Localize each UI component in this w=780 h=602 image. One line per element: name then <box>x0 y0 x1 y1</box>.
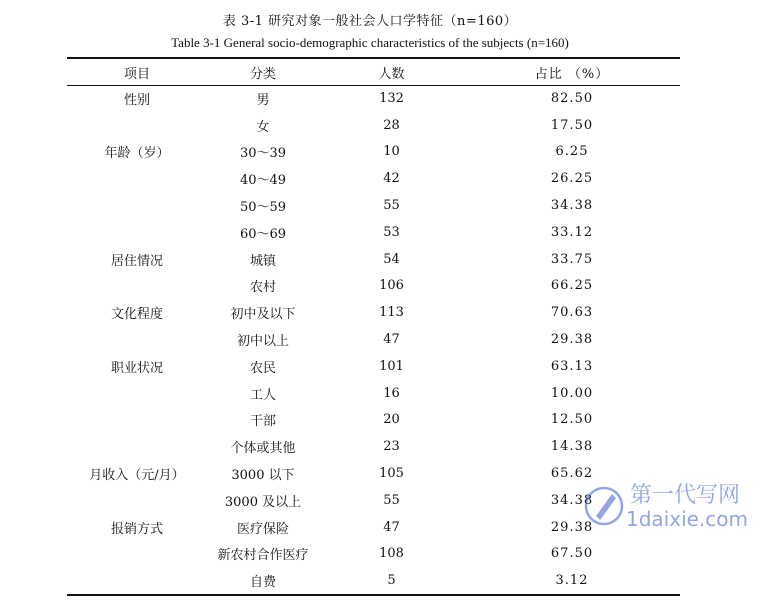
cell-count: 54 <box>383 251 400 267</box>
cell-item: 报销方式 <box>110 521 163 537</box>
cell-category: 个体或其他 <box>230 441 296 457</box>
table-row <box>67 567 680 594</box>
cell-category: 50～59 <box>239 200 287 216</box>
cell-count: 108 <box>379 546 404 562</box>
cell-category: 干部 <box>249 414 276 430</box>
cell-count: 42 <box>383 171 400 187</box>
table-header-row <box>67 59 680 85</box>
table-row <box>67 85 680 112</box>
cell-percent: 67.50 <box>550 546 594 562</box>
table-bottom-rule <box>67 594 680 596</box>
table-caption-en: Table 3-1 General socio-demographic characteristics of the subjects (n=160) <box>171 35 569 50</box>
cell-item: 文化程度 <box>110 307 163 323</box>
cell-item <box>67 433 207 460</box>
cell-count: 113 <box>379 305 404 321</box>
cell-count: 47 <box>383 519 400 535</box>
cell-item: 居住情况 <box>110 253 163 269</box>
cell-percent: 14.38 <box>550 439 594 455</box>
cell-item <box>67 165 207 192</box>
cell-category: 城镇 <box>249 253 276 269</box>
cell-count: 47 <box>383 332 400 348</box>
table-row <box>67 165 680 192</box>
table-row <box>67 487 680 514</box>
cell-item: 年龄（岁） <box>104 146 170 162</box>
cell-item <box>67 541 207 568</box>
table-row <box>67 112 680 139</box>
header-category: 分类 <box>249 66 276 82</box>
cell-item <box>67 380 207 407</box>
cell-category: 自费 <box>249 575 276 591</box>
cell-count: 20 <box>383 412 400 428</box>
table-body <box>67 85 680 594</box>
cell-count: 16 <box>383 385 400 401</box>
cell-item <box>67 112 207 139</box>
cell-percent: 26.25 <box>550 171 594 187</box>
watermark-text-url: 1daixie.com <box>626 507 749 531</box>
table-row <box>67 192 680 219</box>
cell-category: 30～39 <box>239 146 287 162</box>
cell-item: 职业状况 <box>110 360 163 376</box>
cell-item <box>67 273 207 300</box>
cell-category: 工人 <box>249 387 276 403</box>
watermark-text-cn: 第一代写网 <box>630 483 741 508</box>
table-row <box>67 541 680 568</box>
cell-count: 106 <box>379 278 404 294</box>
cell-count: 55 <box>383 492 400 508</box>
table-row <box>67 246 680 273</box>
cell-category: 男 <box>256 92 270 108</box>
cell-category: 农民 <box>249 360 276 376</box>
cell-percent: 10.00 <box>550 385 594 401</box>
table-row <box>67 326 680 353</box>
cell-percent: 33.75 <box>550 251 594 267</box>
cell-percent: 33.12 <box>550 224 594 240</box>
cell-category: 60～69 <box>239 226 287 242</box>
cell-item <box>67 219 207 246</box>
cell-percent: 3.12 <box>555 573 589 589</box>
table-caption-cn: 表 3-1 研究对象一般社会人口学特征（n=160） <box>222 14 518 29</box>
demographics-table <box>67 59 680 594</box>
cell-category: 初中及以下 <box>230 307 296 323</box>
table-row <box>67 380 680 407</box>
cell-count: 101 <box>379 358 404 374</box>
cell-count: 23 <box>383 439 400 455</box>
cell-percent: 65.62 <box>550 466 594 482</box>
cell-item <box>67 326 207 353</box>
cell-count: 105 <box>379 466 404 482</box>
table-row <box>67 514 680 541</box>
cell-percent: 12.50 <box>550 412 594 428</box>
table-row <box>67 460 680 487</box>
cell-item <box>67 192 207 219</box>
cell-item <box>67 567 207 594</box>
cell-category: 初中以上 <box>236 334 289 350</box>
cell-percent: 70.63 <box>550 305 594 321</box>
cell-percent: 66.25 <box>550 278 594 294</box>
table-row <box>67 139 680 166</box>
cell-count: 132 <box>379 90 404 106</box>
header-item: 项目 <box>123 66 150 82</box>
table-row <box>67 353 680 380</box>
cell-category: 医疗保险 <box>236 521 289 537</box>
cell-category: 新农村合作医疗 <box>217 548 309 564</box>
cell-category: 3000 及以上 <box>224 494 302 510</box>
cell-percent: 34.38 <box>550 198 594 214</box>
header-count: 人数 <box>378 66 405 82</box>
cell-count: 10 <box>383 144 400 160</box>
cell-count: 55 <box>383 198 400 214</box>
cell-category: 女 <box>256 119 270 135</box>
cell-percent: 34.38 <box>550 492 594 508</box>
cell-item <box>67 487 207 514</box>
cell-category: 农村 <box>249 280 276 296</box>
table-row <box>67 299 680 326</box>
table-row <box>67 219 680 246</box>
cell-category: 40～49 <box>239 173 287 189</box>
cell-percent: 29.38 <box>550 332 594 348</box>
table-row <box>67 273 680 300</box>
table-row <box>67 433 680 460</box>
cell-count: 53 <box>383 224 400 240</box>
cell-percent: 6.25 <box>555 144 589 160</box>
cell-count: 28 <box>383 117 400 133</box>
cell-percent: 29.38 <box>550 519 594 535</box>
header-percent: 占比 （%） <box>534 66 610 82</box>
cell-category: 3000 以下 <box>231 468 295 484</box>
cell-percent: 17.50 <box>550 117 594 133</box>
cell-item: 性别 <box>123 92 150 108</box>
cell-item <box>67 407 207 434</box>
cell-percent: 82.50 <box>550 90 594 106</box>
table-row <box>67 407 680 434</box>
cell-item: 月收入（元/月） <box>89 468 185 484</box>
cell-count: 5 <box>387 573 396 589</box>
cell-percent: 63.13 <box>550 358 594 374</box>
